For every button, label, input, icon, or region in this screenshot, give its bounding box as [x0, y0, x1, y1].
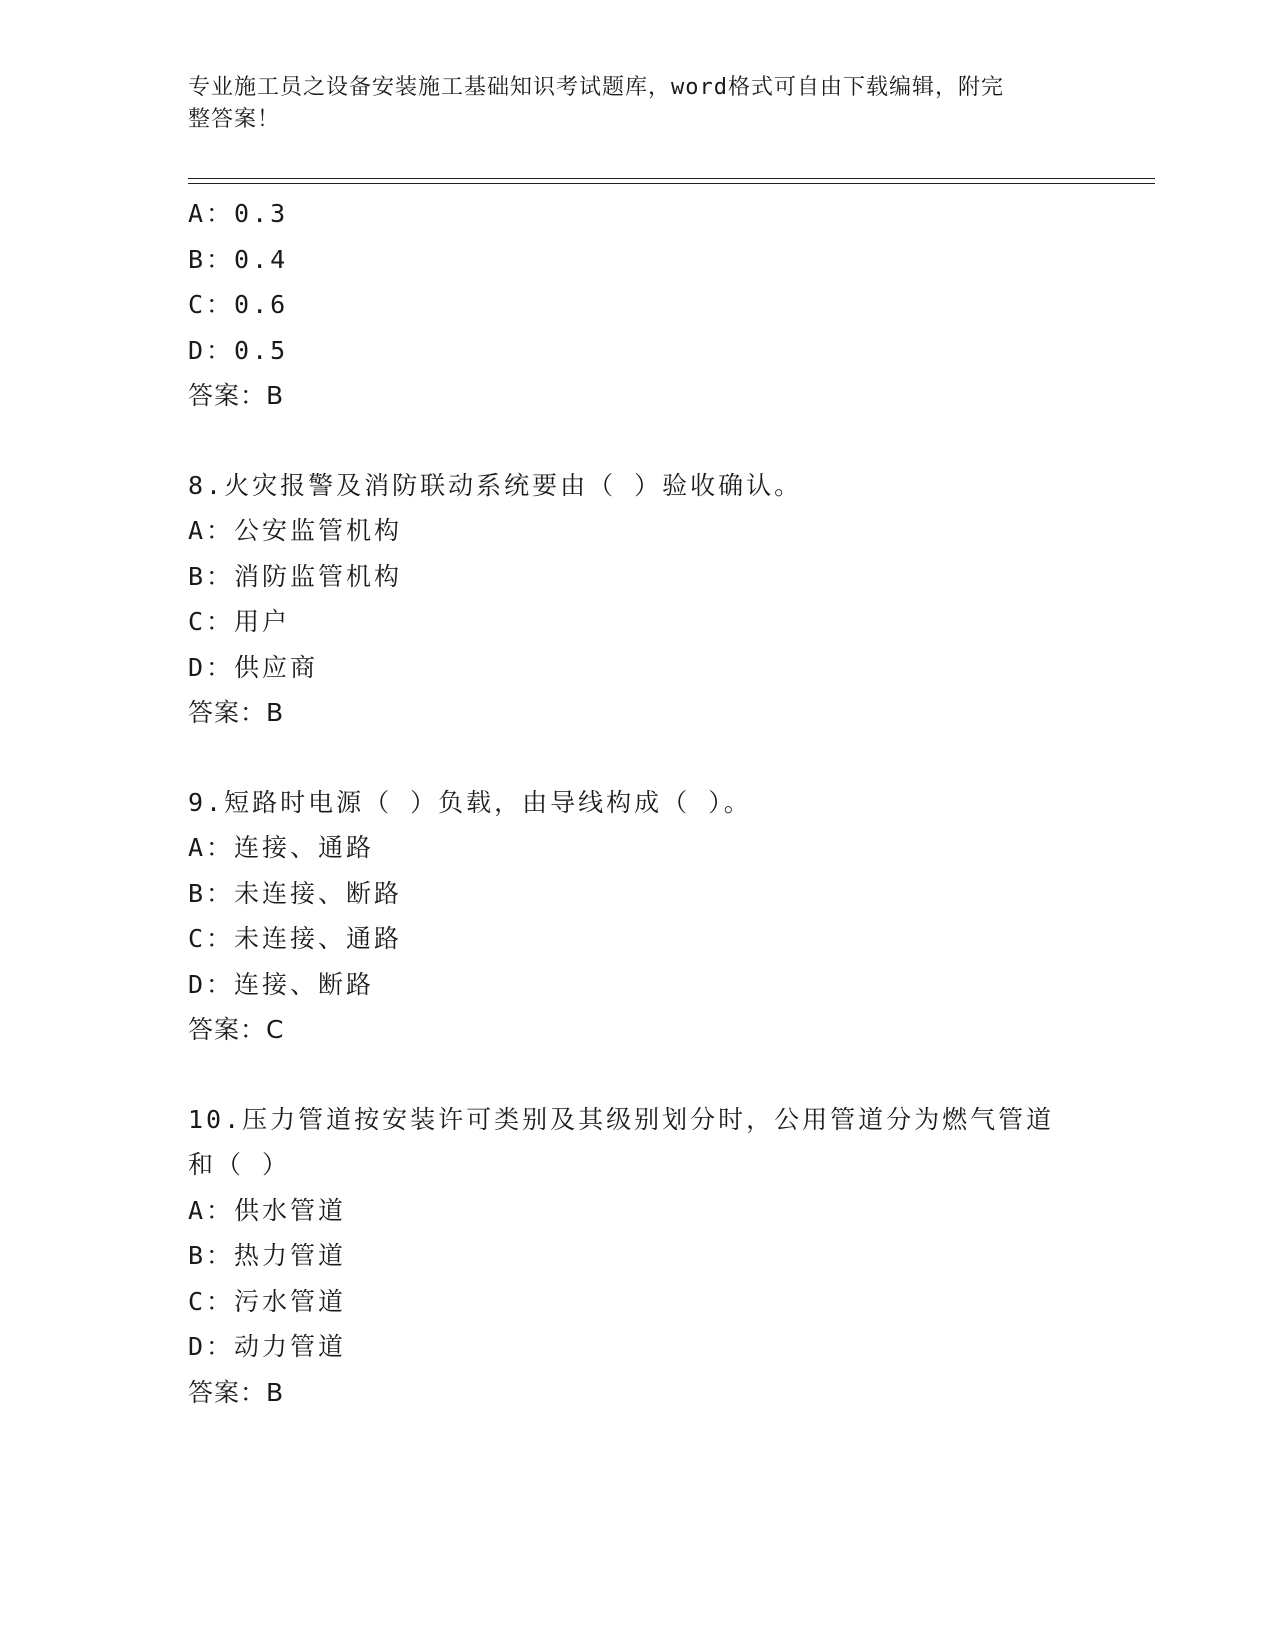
header-line-2: 整答案！	[188, 107, 281, 132]
header-divider-top	[188, 178, 1155, 179]
option-b: B：消防监管机构	[188, 561, 403, 591]
question-spacer	[188, 419, 1088, 463]
option-c: C：未连接、通路	[188, 924, 403, 953]
option-d: D：连接、断路	[188, 969, 375, 999]
header-line-1: 专业施工员之设备安装施工基础知识考试题库，word格式可自由下载编辑，附完	[188, 75, 1004, 100]
question-block-9	[188, 780, 1088, 1053]
question-spacer	[188, 736, 1088, 780]
option-b: B：未连接、断路	[188, 878, 403, 908]
option-d: D：供应商	[188, 652, 319, 682]
question-stem: 8.火灾报警及消防联动系统要由（ ）验收确认。	[188, 470, 803, 500]
answer-line: 答案：B	[188, 381, 285, 410]
option-c: C：用户	[188, 607, 291, 636]
option-a: A：0.3	[188, 199, 289, 228]
header-divider-bottom	[188, 183, 1155, 184]
question-stem: 9.短路时电源（ ）负载，由导线构成（ ）。	[188, 787, 752, 817]
question-spacer	[188, 1053, 1088, 1097]
option-b: B：热力管道	[188, 1241, 347, 1270]
option-a: A：连接、通路	[188, 833, 375, 862]
answer-line: 答案：B	[188, 698, 285, 727]
option-d: D：0.5	[188, 335, 289, 365]
option-a: A：公安监管机构	[188, 516, 403, 545]
question-block-8	[188, 463, 1088, 736]
option-a: A：供水管道	[188, 1195, 347, 1225]
option-b: B：0.4	[188, 244, 289, 274]
option-c: C：污水管道	[188, 1286, 347, 1316]
question-list	[188, 191, 1088, 1415]
answer-line: 答案：B	[188, 1377, 285, 1407]
question-stem: 10.压力管道按安装许可类别及其级别划分时，公用管道分为燃气管道	[188, 1104, 1055, 1134]
question-block-10	[188, 1097, 1088, 1416]
answer-line: 答案：C	[188, 1015, 285, 1044]
question-stem-continued: 和（ ）	[188, 1150, 291, 1179]
option-c: C：0.6	[188, 290, 289, 319]
option-d: D：动力管道	[188, 1332, 347, 1361]
document-header	[188, 72, 1068, 136]
question-block-7	[188, 191, 1088, 419]
